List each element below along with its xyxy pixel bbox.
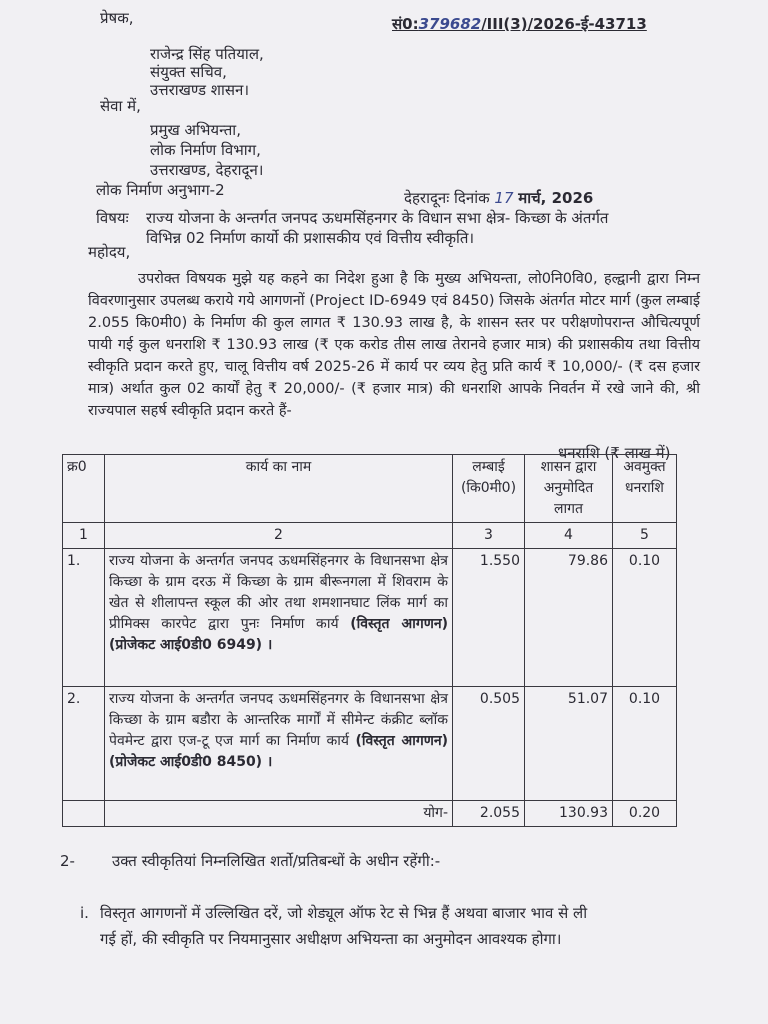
sender-designation: संयुक्त सचिव, (150, 63, 227, 81)
total-cost: 130.93 (525, 801, 613, 827)
col-number: 1 (63, 523, 105, 549)
total-blank (63, 801, 105, 827)
row-serial: 1. (63, 549, 105, 687)
row-length: 1.550 (453, 549, 525, 687)
section-name: लोक निर्माण अनुभाग-2 (96, 181, 225, 199)
header-approved-cost: शासन द्वारा अनुमोदित लागत (525, 455, 613, 523)
sender-office: उत्तराखण्ड शासन। (150, 81, 250, 99)
row-work-name: राज्य योजना के अन्तर्गत जनपद ऊधमसिंहनगर के विधानसभा क्षेत्र किच्छा के ग्राम बडौरा के आन्तरिक मार्गों में सीमेन्ट कंक्रीट ब्लॉक पेवमेन्ट द्वारा एज-टू एज मार्ग का निर्माण कार्य (विस्तृत आगणन)(प्रोजेकट आई0डी0 8450) । (105, 687, 453, 801)
recipient-designation: प्रमुख अभियन्ता, (150, 121, 241, 139)
condition-number: 2- (60, 852, 75, 870)
col-number: 4 (525, 523, 613, 549)
body-paragraph: उपरोक्त विषयक मुझे यह कहने का निदेश हुआ है कि मुख्य अभियन्ता, लो0नि0वि0, हल्द्वानी द्वारा निम्न विवरणानुसार उपलब्ध कराये गये आगणनों (Project ID-6949 एवं 8450) जिसके अंतर्गत मोटर मार्ग (कुल लम्बाई 2.055 कि0मी0) के निर्माण की कुल लागत ₹ 130.93 लाख है, के शासन स्तर पर परीक्षणोपरान्त औचित्यपूर्ण पायी गई कुल धनराशि ₹ 130.93 लाख (₹ एक करोड तीस लाख तेरानवे हजार मात्र) की प्रशासकीय तथा वित्तीय स्वीकृति प्रदान करते हुए, चालू वित्तीय वर्ष 2025-26 में कार्य पर व्यय हेतु प्रति कार्य ₹ 10,000/- (₹ दस हजार मात्र) अर्थात कुल 02 कार्यों हेतु ₹ 20,000/- (₹ हजार मात्र) की धनराशि आपके निवर्तन में रखे जाने की, श्री राज्यपाल सहर्ष स्वीकृति प्रदान करते हैं- (88, 271, 700, 419)
table-header-row (63, 455, 677, 523)
table-row (63, 549, 677, 687)
total-released: 0.20 (613, 801, 677, 827)
header-released-amount: अवमुक्त धनराशि (613, 455, 677, 523)
condition-item-marker: i. (80, 904, 89, 922)
header-work-name: कार्य का नाम (105, 455, 453, 523)
letter-date: देहरादूनः दिनांक 17 मार्च, 2026 (404, 189, 594, 207)
row-work-name: राज्य योजना के अन्तर्गत जनपद ऊधमसिंहनगर के विधानसभा क्षेत्र किच्छा के ग्राम दरऊ में किच्छा के ग्राम बीरूनगला में शिवराम के खेत से शीलापन्त स्कूल की ओर तथा शमशानघाट लिंक मार्ग का प्रीमिक्स कारपेट द्वारा पुनः निर्माण कार्य (विस्तृत आगणन) (प्रोजेकट आई0डी0 6949) । (105, 549, 453, 687)
condition-item-line-2: गई हों, की स्वीकृति पर नियमानुसार अधीक्षण अभियन्ता का अनुमोदन आवश्यक होगा। (100, 930, 562, 948)
salutation: महोदय, (88, 243, 131, 261)
to-label: सेवा में, (100, 97, 141, 115)
total-label: योग- (105, 801, 453, 827)
table-row (63, 687, 677, 801)
sender-name: राजेन्द्र सिंह पतियाल, (150, 45, 264, 63)
row-approved-cost: 79.86 (525, 549, 613, 687)
row-released-amount: 0.10 (613, 549, 677, 687)
col-number: 3 (453, 523, 525, 549)
total-row (63, 801, 677, 827)
row-approved-cost: 51.07 (525, 687, 613, 801)
total-length: 2.055 (453, 801, 525, 827)
condition-intro: उक्त स्वीकृतियां निम्नलिखित शर्तो/प्रतिबन्धों के अधीन रहेंगी:- (112, 852, 441, 870)
row-released-amount: 0.10 (613, 687, 677, 801)
from-label: प्रेषक, (100, 9, 134, 27)
column-number-row (63, 523, 677, 549)
condition-item-line-1: विस्तृत आगणनों में उल्लिखित दरें, जो शेड्यूल ऑफ रेट से भिन्न हैं अथवा बाजार भाव से ली (100, 904, 588, 922)
recipient-location: उत्तराखण्ड, देहरादून। (150, 161, 264, 179)
reference-number: सं0:379682/III(3)/2026-ई-43713 (392, 15, 647, 33)
header-serial: क्र0 (63, 455, 105, 523)
row-serial: 2. (63, 687, 105, 801)
header-length: लम्बाई (कि0मी0) (453, 455, 525, 523)
col-number: 5 (613, 523, 677, 549)
row-length: 0.505 (453, 687, 525, 801)
subject-label: विषयः (96, 209, 129, 227)
subject-line-1: राज्य योजना के अन्तर्गत जनपद ऊधमसिंहनगर के विधान सभा क्षेत्र- किच्छा के अंतर्गत (146, 209, 609, 227)
subject-line-2: विभिन्न 02 निर्माण कार्यो की प्रशासकीय एवं वित्तीय स्वीकृति। (146, 229, 475, 247)
handwritten-ref: 379682 (418, 15, 482, 33)
works-table (62, 454, 677, 827)
recipient-department: लोक निर्माण विभाग, (150, 141, 261, 159)
handwritten-date: 17 (494, 189, 514, 207)
col-number: 2 (105, 523, 453, 549)
amount-unit: धनराशि (₹ लाख में) (558, 444, 671, 462)
